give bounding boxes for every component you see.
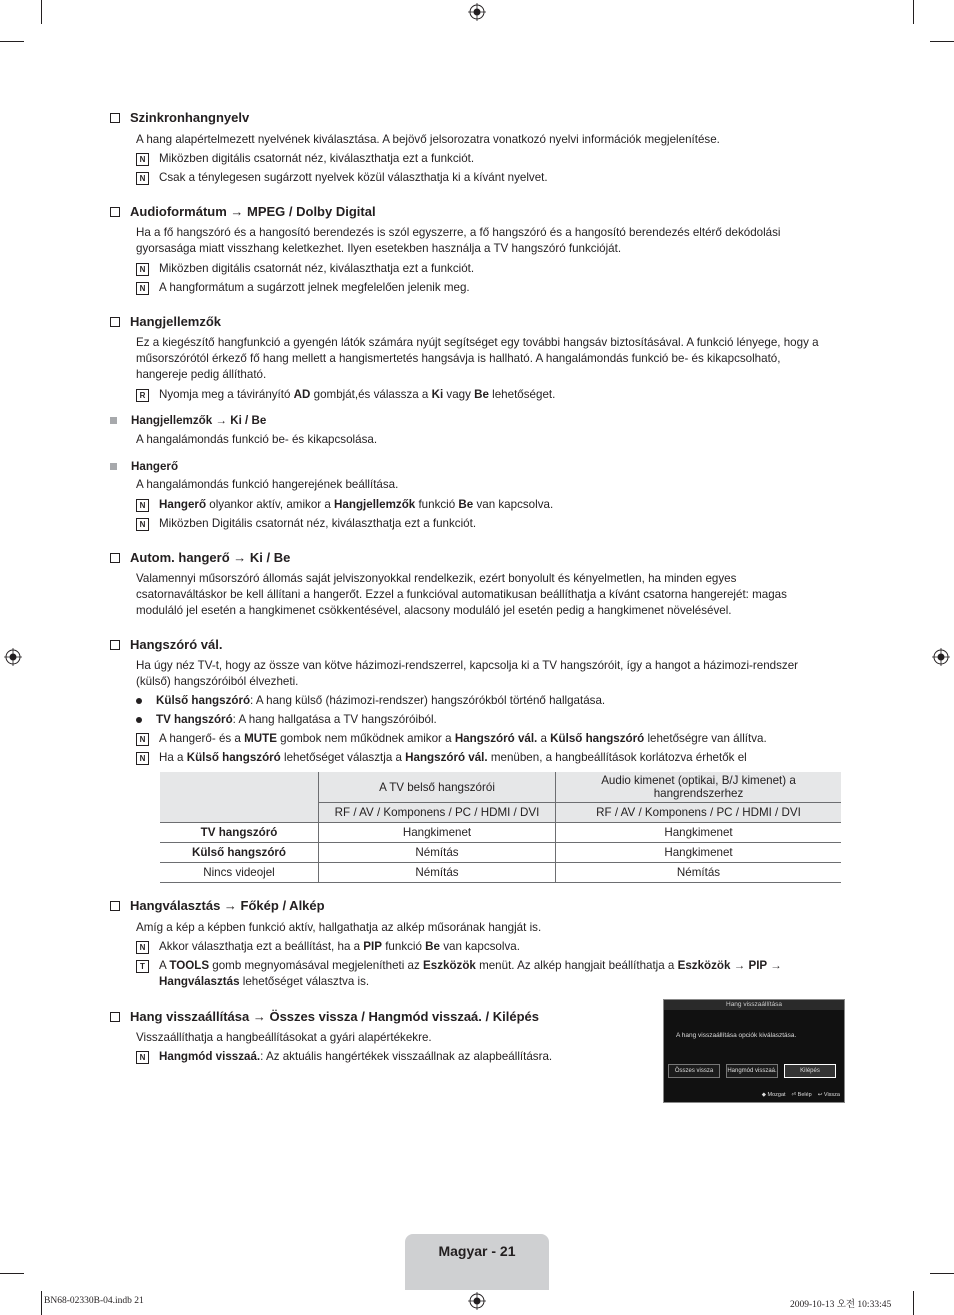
enter-hint: ⏎ Belép: [791, 1092, 812, 1098]
section-title: Hang visszaállítása → Összes vissza / Hangmód visszaá. / Kilépés: [110, 1009, 539, 1024]
remote-note-icon: R: [136, 389, 149, 402]
subsection-title: Hangerő: [110, 460, 178, 473]
registration-mark-icon: [468, 1292, 486, 1310]
note-icon: N: [136, 518, 149, 531]
exit-button[interactable]: Kilépés: [784, 1064, 836, 1078]
section-description: Visszaállíthatja a hangbeállításokat a gyári alapértékekre.: [136, 1031, 432, 1044]
osd-title: Hang visszaállítása: [664, 1000, 844, 1010]
reset-all-button[interactable]: Összes vissza: [668, 1064, 720, 1078]
note-icon: N: [136, 733, 149, 746]
table-cell: Hangkimenet: [556, 843, 842, 863]
table-subheader-cell: RF / AV / Komponens / PC / HDMI / DVI: [319, 803, 556, 823]
registration-mark-icon: [932, 648, 950, 666]
note-icon: N: [136, 153, 149, 166]
note-icon: N: [136, 1051, 149, 1064]
osd-message: A hang visszaállítása opciók kiválasztása.: [676, 1032, 797, 1039]
table-header-cell: Audio kimenet (optikai, B/J kimenet) a hangrendszerhez: [556, 772, 842, 803]
note: N Csak a ténylegesen sugárzott nyelvek közül választhatja ki a kívánt nyelvet.: [136, 170, 836, 186]
crop-mark: [913, 0, 914, 24]
table-row: [160, 843, 841, 863]
note-icon: N: [136, 941, 149, 954]
checkbox-square-icon: [110, 640, 120, 650]
table-cell: Hangkimenet: [319, 823, 556, 843]
section-title: Hangválasztás → Főkép / Alkép: [110, 898, 325, 913]
registration-mark-icon: [468, 3, 486, 21]
section-description: Amíg a kép a képben funkció aktív, hallgathatja az alkép műsorának hangját is.: [136, 921, 542, 934]
note: N Akkor választhatja ezt a beállítást, ha a PIP funkció Be van kapcsolva.: [136, 939, 836, 955]
note: N Hangmód visszaá.: Az aktuális hangértékek visszaállnak az alapbeállításra.: [136, 1049, 836, 1065]
speaker-output-table: [160, 772, 841, 883]
section-title: Szinkronhangnyelv: [110, 110, 249, 125]
square-bullet-icon: [110, 417, 117, 424]
section-description: A hang alapértelmezett nyelvének kiválasztása. A bejövő jelsorozatra vonatkozó nyelvi információk megjelenítése.: [136, 133, 720, 146]
table-cell: Némítás: [556, 863, 842, 883]
bullet-dot-icon: [136, 717, 142, 723]
print-slug-file: BN68-02330B-04.indb 21: [44, 1296, 144, 1306]
crop-mark: [930, 41, 954, 42]
note-icon: N: [136, 752, 149, 765]
note-icon: N: [136, 263, 149, 276]
section-description: Ha úgy néz TV-t, hogy az össze van kötve házimozi-rendszerrel, kapcsolja ki a TV hangszóróit, így a hangot a házimozi-rendszer (külső) hangszóróiból élvezheti.: [136, 659, 799, 688]
checkbox-square-icon: [110, 553, 120, 563]
table-row: [160, 823, 841, 843]
note: N Miközben digitális csatornát néz, kiválaszthatja ezt a funkciót.: [136, 151, 836, 167]
table-row-label: Nincs videojel: [160, 863, 319, 883]
note: N Hangerő olyankor aktív, amikor a Hangjellemzők funkció Be van kapcsolva.: [136, 497, 836, 513]
return-hint: ↩ Vissza: [817, 1092, 840, 1098]
table-row-label: Külső hangszóró: [160, 843, 319, 863]
bullet-dot-icon: [136, 698, 142, 704]
osd-buttons: [668, 1064, 836, 1078]
table-cell: Hangkimenet: [556, 823, 842, 843]
section-description: Ez a kiegészítő hangfunkció a gyengén látók számára nyújt segítséget egy további hangsáv biztosításával. A funkció lényege, hogy a műsorszórótól érkező fő hang mellett a hangismertetés hangsávja is hallható. A hangalámondás funkció be- és kikapcsolható, hangereje pedig állítható.: [136, 336, 819, 381]
checkbox-square-icon: [110, 1012, 120, 1022]
section-title: Hangjellemzők: [110, 314, 221, 329]
table-row-label: TV hangszóró: [160, 823, 319, 843]
note: N Miközben digitális csatornát néz, kiválaszthatja ezt a funkciót.: [136, 261, 836, 277]
section-description: Ha a fő hangszóró és a hangosító berendezés is szól egyszerre, a fő hangszóró és a hangosító berendezés eltérő dekódolási gyorsasága miatt visszhang keletkezhet. Ilyen esetekben használja a TV hangszóró funkcióját.: [136, 226, 781, 255]
bullet-item: Külső hangszóró: A hang külső (házimozi-rendszer) hangszórókból történő hallgatása.: [136, 693, 605, 709]
registration-mark-icon: [4, 648, 22, 666]
table-cell: Némítás: [319, 843, 556, 863]
checkbox-square-icon: [110, 317, 120, 327]
note: N Miközben Digitális csatornát néz, kiválaszthatja ezt a funkciót.: [136, 516, 836, 532]
note-icon: N: [136, 282, 149, 295]
note: R Nyomja meg a távirányító AD gombját,és válassza a Ki vagy Be lehetőséget.: [136, 387, 836, 403]
note: N Ha a Külső hangszóró lehetőséget választja a Hangszóró vál. menüben, a hangbeállítások korlátozva érhetők el: [136, 750, 836, 766]
subsection-description: A hangalámondás funkció hangerejének beállítása.: [136, 478, 399, 491]
osd-dialog-screenshot: [663, 999, 845, 1103]
note-icon: N: [136, 172, 149, 185]
move-hint: ◆ Mozgat: [761, 1092, 786, 1098]
print-slug-timestamp: 2009-10-13 오전 10:33:45: [790, 1300, 892, 1310]
note: T A TOOLS gomb megnyomásával megjelenítheti az Eszközök menüt. Az alkép hangjait beállíthatja a Eszközök → PIP → Hangválasztás lehetőséget választva is.: [136, 958, 836, 990]
section-description: Valamennyi műsorszóró állomás saját jelviszonyokkal rendelkezik, ezért bonyolult és kényelmetlen, ha minden egyes csatornaváltáskor be kell állítani a hangerőt. Ezzel a funkcióval automatikusan beállíthatja a kívánt csatorna hangerejét: magas moduláló jel esetén a hangkimenet csökkentésével, alacsony moduláló jel esetén pedig a hangkimenet növelésével.: [136, 572, 787, 617]
table-cell: Némítás: [319, 863, 556, 883]
subsection-description: A hangalámondás funkció be- és kikapcsolása.: [136, 433, 378, 446]
checkbox-square-icon: [110, 113, 120, 123]
table-row: [160, 863, 841, 883]
crop-mark: [930, 1273, 954, 1274]
section-title: Autom. hangerő → Ki / Be: [110, 550, 290, 565]
note: N A hangerő- és a MUTE gombok nem működnek amikor a Hangszóró vál. a Külső hangszóró lehetőségre van állítva.: [136, 731, 836, 747]
subsection-title: Hangjellemzők → Ki / Be: [110, 414, 266, 427]
crop-mark: [913, 1291, 914, 1315]
osd-nav-hints: [762, 1092, 840, 1098]
checkbox-square-icon: [110, 207, 120, 217]
crop-mark: [0, 1273, 24, 1274]
page-number-tab: Magyar - 21: [405, 1234, 549, 1290]
note: N A hangformátum a sugárzott jelnek megfelelően jelenik meg.: [136, 280, 836, 296]
table-subheader-cell: RF / AV / Komponens / PC / HDMI / DVI: [556, 803, 842, 823]
crop-mark: [41, 1291, 42, 1315]
section-title: Hangszóró vál.: [110, 637, 222, 652]
checkbox-square-icon: [110, 901, 120, 911]
crop-mark: [0, 41, 24, 42]
table-header-cell: A TV belső hangszórói: [319, 772, 556, 803]
note-icon: N: [136, 499, 149, 512]
table-corner-cell: [160, 772, 319, 823]
square-bullet-icon: [110, 463, 117, 470]
bullet-item: TV hangszóró: A hang hallgatása a TV hangszóróiból.: [136, 712, 437, 728]
tools-note-icon: T: [136, 960, 149, 973]
reset-sound-mode-button[interactable]: Hangmód visszaá.: [726, 1064, 778, 1078]
crop-mark: [41, 0, 42, 24]
section-title: Audioformátum → MPEG / Dolby Digital: [110, 204, 376, 219]
